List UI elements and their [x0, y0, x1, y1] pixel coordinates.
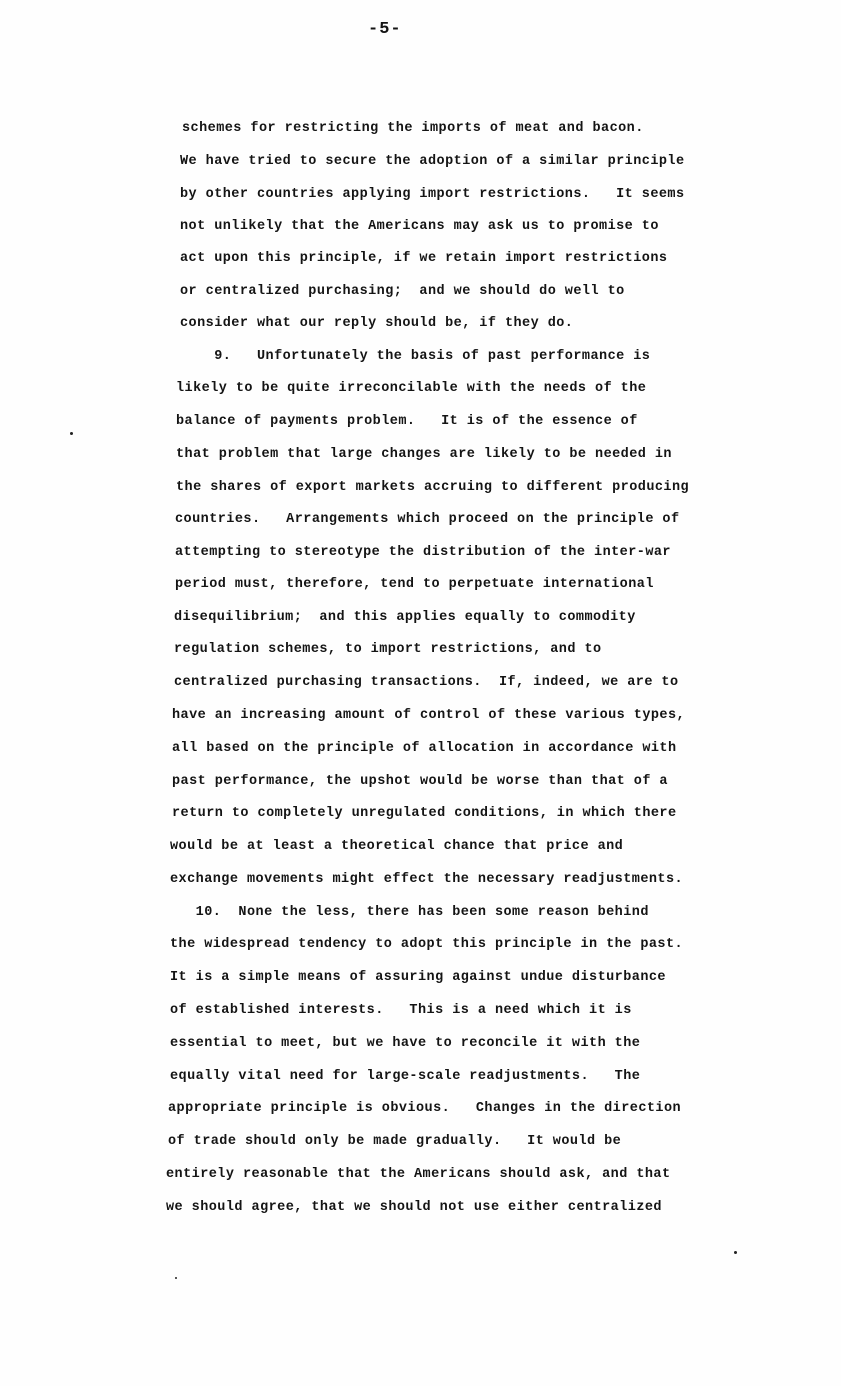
- text-line: countries. Arrangements which proceed on the principle of: [175, 512, 680, 527]
- text-line: would be at least a theoretical chance that price and: [170, 839, 624, 854]
- text-line: 10. None the less, there has been some reason behind: [170, 905, 649, 920]
- text-line: disequilibrium; and this applies equally to commodity: [174, 610, 636, 625]
- text-line: not unlikely that the Americans may ask us to promise to: [180, 219, 659, 234]
- text-line: the shares of export markets accruing to different producing: [176, 480, 690, 495]
- text-line: centralized purchasing transactions. If, indeed, we are to: [174, 675, 679, 690]
- text-line: balance of payments problem. It is of the essence of: [176, 414, 638, 429]
- text-line: entirely reasonable that the Americans should ask, and that: [166, 1167, 671, 1182]
- text-line: appropriate principle is obvious. Changes in the direction: [168, 1101, 682, 1116]
- scan-speck: [70, 432, 73, 435]
- text-line: essential to meet, but we have to reconcile it with the: [170, 1036, 641, 1051]
- text-line: all based on the principle of allocation in accordance with: [172, 741, 677, 756]
- page-number: -5-: [368, 20, 402, 39]
- text-line: attempting to stereotype the distribution of the inter-war: [175, 545, 671, 560]
- text-line: past performance, the upshot would be worse than that of a: [172, 774, 668, 789]
- text-line: we should agree, that we should not use either centralized: [166, 1200, 662, 1215]
- text-line: equally vital need for large-scale readjustments. The: [170, 1069, 641, 1084]
- text-line: likely to be quite irreconcilable with the needs of the: [176, 381, 647, 396]
- text-line: of established interests. This is a need which it is: [170, 1003, 632, 1018]
- text-line: 9. Unfortunately the basis of past performance is: [180, 349, 651, 364]
- text-line: We have tried to secure the adoption of a similar principle: [180, 154, 685, 169]
- text-line: consider what our reply should be, if they do.: [180, 316, 574, 331]
- scan-speck: [734, 1251, 737, 1254]
- text-line: period must, therefore, tend to perpetuate international: [175, 577, 654, 592]
- text-line: that problem that large changes are likely to be needed in: [176, 447, 672, 462]
- text-line: regulation schemes, to import restrictions, and to: [174, 642, 602, 657]
- text-line: or centralized purchasing; and we should do well to: [180, 284, 625, 299]
- text-line: act upon this principle, if we retain import restrictions: [180, 251, 668, 266]
- text-line: by other countries applying import restrictions. It seems: [180, 187, 685, 202]
- text-line: It is a simple means of assuring against undue disturbance: [170, 970, 666, 985]
- scan-speck: [175, 1277, 177, 1279]
- text-line: schemes for restricting the imports of meat and bacon.: [182, 121, 644, 136]
- text-line: of trade should only be made gradually. It would be: [168, 1134, 622, 1149]
- text-line: have an increasing amount of control of these various types,: [172, 708, 686, 723]
- text-line: the widespread tendency to adopt this principle in the past.: [170, 937, 684, 952]
- text-line: return to completely unregulated conditions, in which there: [172, 806, 677, 821]
- text-line: exchange movements might effect the necessary readjustments.: [170, 872, 684, 887]
